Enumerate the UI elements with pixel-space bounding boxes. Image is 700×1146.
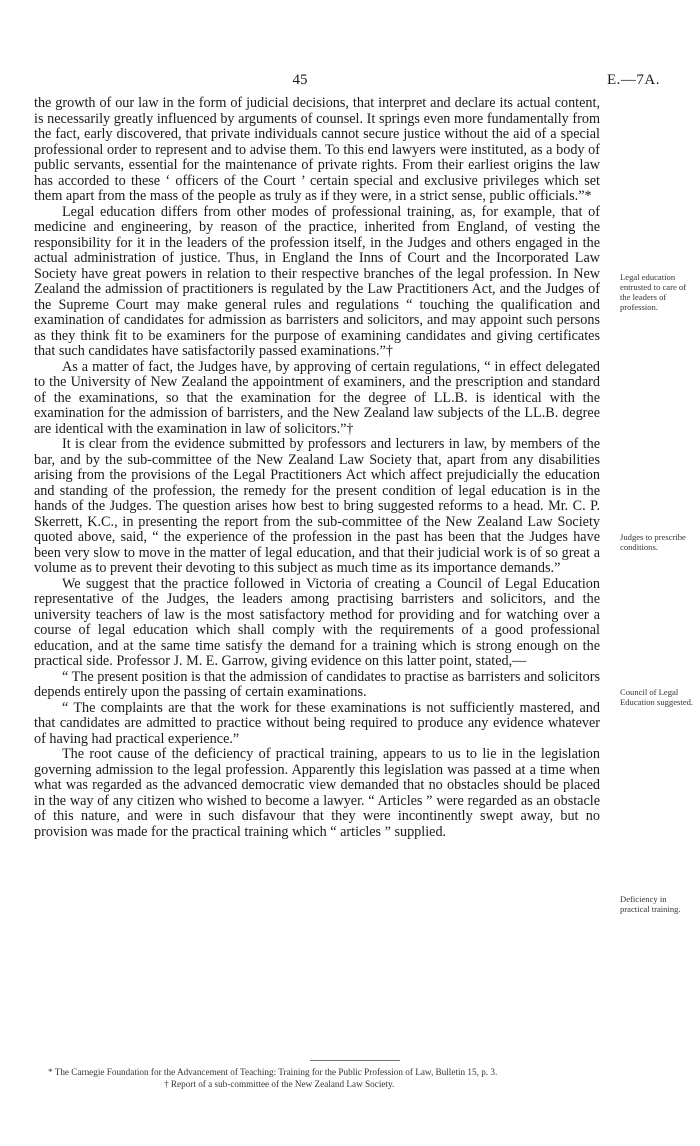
footnotes (34, 1066, 600, 1090)
margin-note-legal-education: Legal education entrusted to care of the leaders of profession. (620, 272, 687, 312)
margin-note-deficiency: Deficiency in practical training. (620, 894, 681, 914)
paragraph: It is clear from the evidence submitted by professors and lecturers in law, by members of the bar, and by the sub-committee of the New Zealand Law Society that, apart from any disabilities arising from the provisions of the Legal Practitioners Act which affect prejudicially the education and standing of the profession, the remedy for the present condition of legal education is in the hands of the Judges. The question arises how best to bring suggested reforms to a head. Mr. C. P. Skerrett, K.C., in presenting the report from the sub-committee of the New Zealand Law Society quoted above, said, “ the experience of the profession in the past has been that the Judges have been very slow to move in the matter of legal education, and that their judicial work is of so great a volume as to prevent their devoting to this subject as much time as its importance demands.” (34, 436, 600, 576)
paragraph: We suggest that the practice followed in Victoria of creating a Council of Legal Education representative of the Judges, the leaders among practising barristers and solicitors, and the university teachers of law is the most satisfactory method for providing and for watching over a course of legal education which shall comply with the requirements of a good professional education, and at the same time satisfy the demand for a training which is strong enough on the practical side. Professor J. M. E. Garrow, giving evidence on this latter point, stated,— (34, 575, 600, 669)
margin-note-judges: Judges to prescribe conditions. (620, 532, 686, 552)
document-reference: E.—7A. (607, 72, 660, 88)
paragraph: As a matter of fact, the Judges have, by approving of certain regulations, “ in effect delegated to the University of New Zealand the appointment of examiners, and the prescription and standard of the examinations, so that the examination for the degree of LL.B. is identical with the examination for the admission of barristers, and the New Zealand law subjects of the LL.B. degree are identical with the examination in law of solicitors.”† (34, 358, 600, 437)
paragraph: The root cause of the deficiency of practical training, appears to us to lie in the legislation governing admission to the legal profession. Apparently this legislation was passed at a time when what was regarded as the advanced democratic view demanded that no obstacles should be placed in the way of any citizen who wished to become a lawyer. “ Articles ” were regarded as an obstacle of this nature, and were in such disfavour that they were incontinently swept away, but no provision was made for the practical training which “ articles ” supplied. (34, 746, 600, 840)
footnote-divider (310, 1060, 400, 1061)
footnote: * The Carnegie Foundation for the Advancement of Teaching: Training for the Public Profession of Law, Bulletin 15, p. 3. (48, 1067, 498, 1077)
quotation-paragraph: “ The complaints are that the work for these examinations is not sufficiently mastered, and that candidates are admitted to practice without being required to produce any evidence whatever of having had practical experience.” (34, 699, 600, 747)
margin-note-council: Council of Legal Education suggested. (620, 687, 694, 707)
page-number: 45 (292, 72, 308, 88)
body-text (34, 96, 600, 840)
quotation-paragraph: “ The present position is that the admission of candidates to practise as barristers and solicitors depends entirely upon the passing of certain examinations. (34, 668, 600, 700)
paragraph: Legal education differs from other modes of professional training, as, for example, that of medicine and engineering, by reason of the practice, inherited from England, of vesting the responsibility for it in the leaders of the profession itself, in the Judges and others engaged in the actual administration of justice. Thus, in England the Inns of Court and the Incorporated Law Society have great powers in relation to their respective branches of the legal profession. In New Zealand the admission of practitioners is regulated by the Law Practitioners Act, and the Judges of the Supreme Court may make general rules and regulations “ touching the qualification and examination of candidates for admission as barristers and solicitors, and may appoint such persons as they think fit to be examiners for the purpose of examining candidates and giving certificates that such candidates have satisfactorily passed examinations.”† (34, 203, 600, 359)
footnote: † Report of a sub-committee of the New Zealand Law Society. (164, 1079, 395, 1089)
paragraph: the growth of our law in the form of judicial decisions, that interpret and declare its actual content, is necessarily greatly influenced by arguments of counsel. It springs even more fundamentally from the fact, early discovered, that private individuals cannot secure justice without the aid of a special professional order to represent and to advise them. To this end lawyers were instituted, as a body of public servants, essential for the maintenance of private rights. From their earliest origins the law has accorded to these ‘ officers of the Court ’ certain special and exclusive privileges which set them apart from the mass of the people as truly as if they were, in a strict sense, public officials.”* (34, 95, 600, 204)
